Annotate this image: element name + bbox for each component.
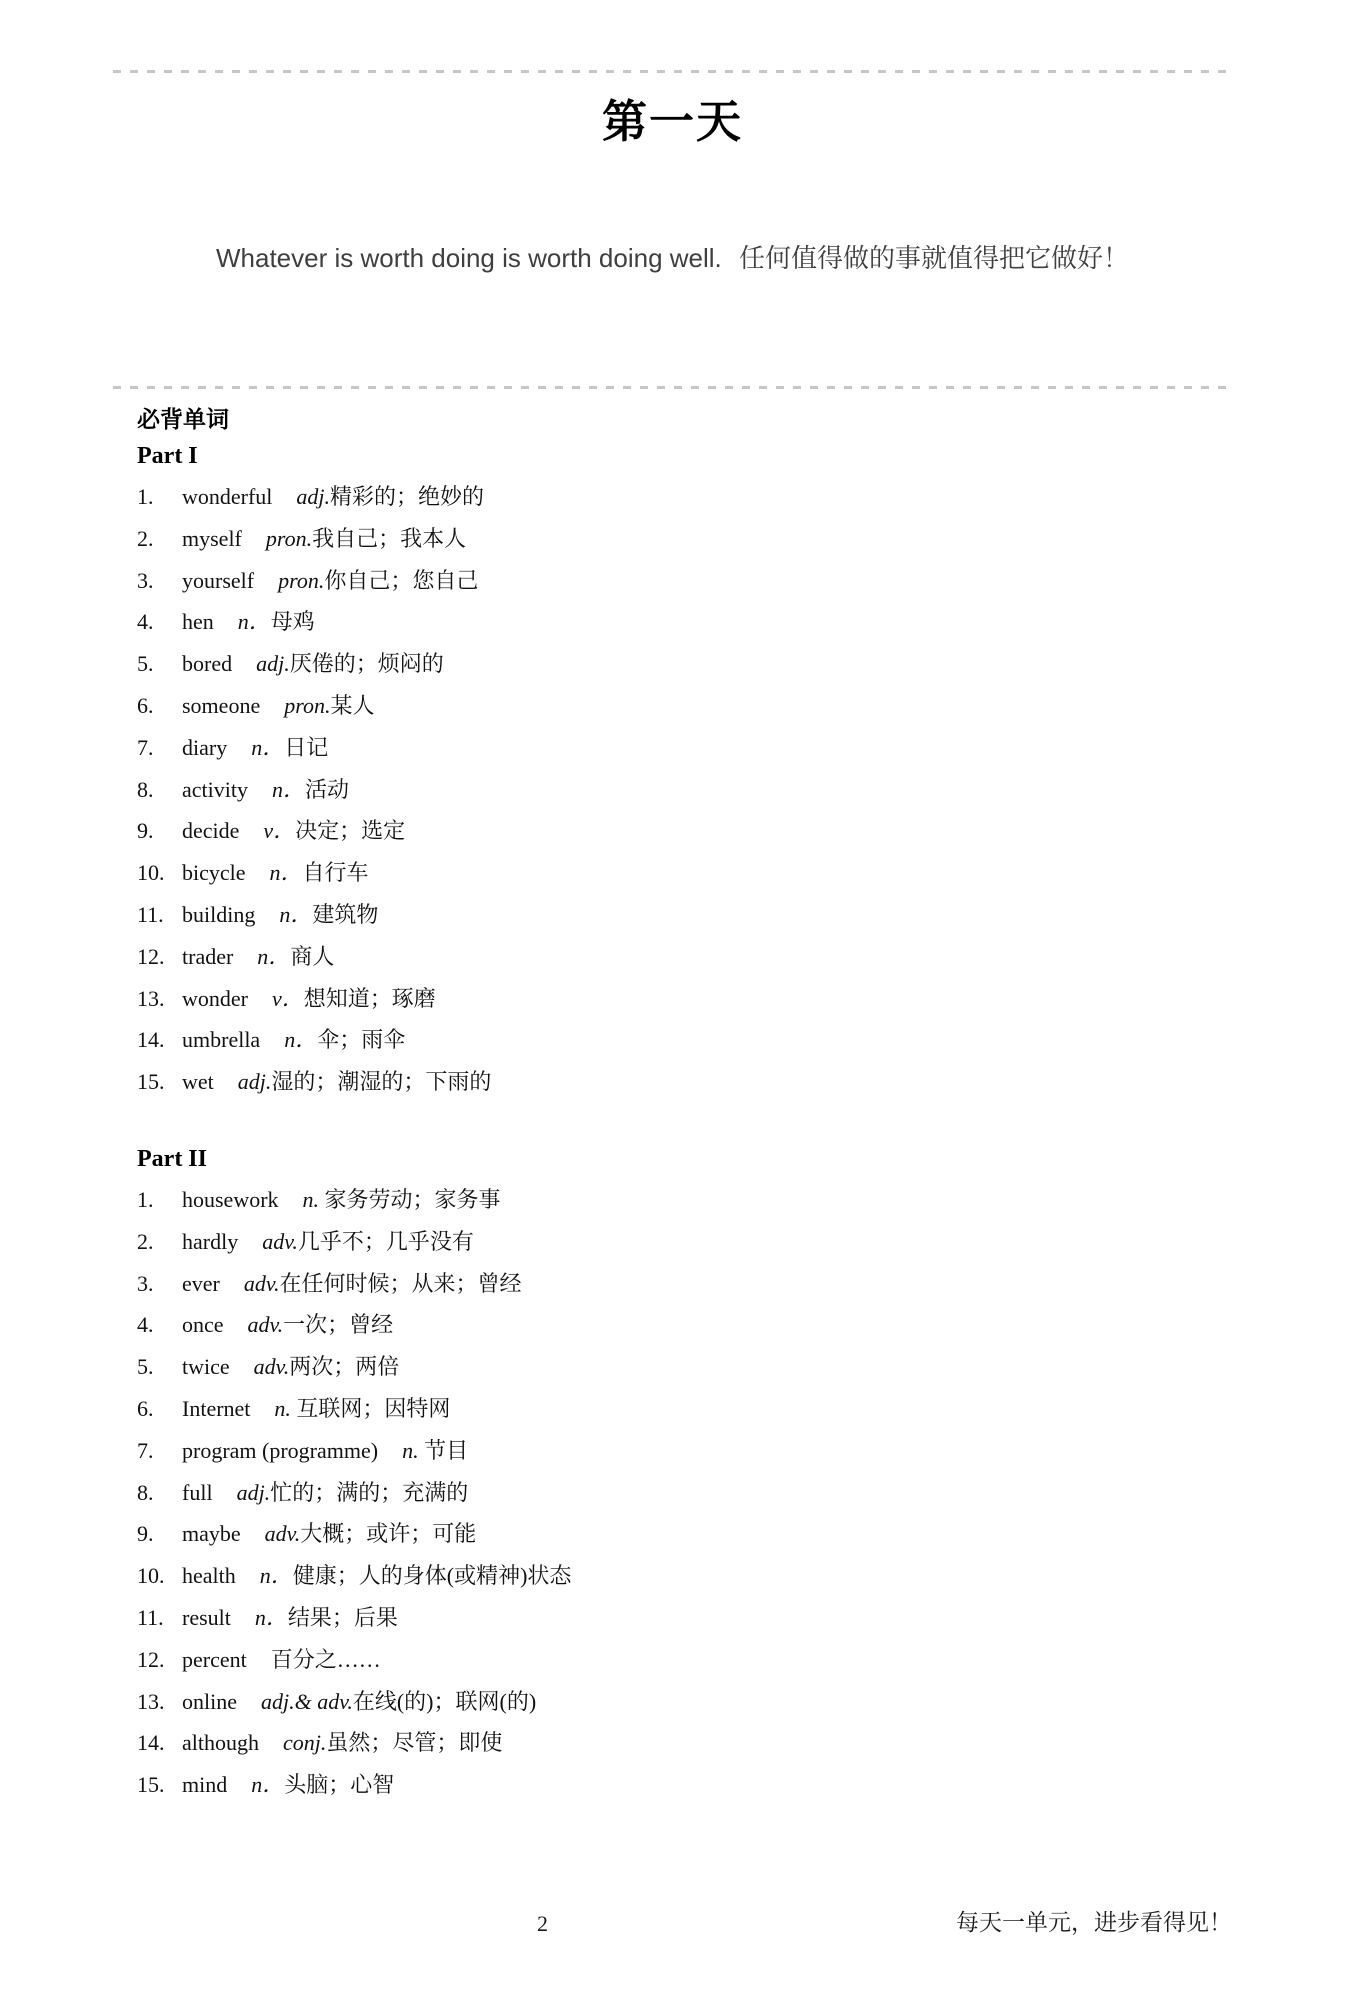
divider-dashed-middle [113, 386, 1232, 389]
word-item [137, 1764, 1237, 1806]
item-pos: n． [251, 734, 285, 760]
item-pos: adv. [262, 1228, 298, 1254]
word-item [137, 1430, 1237, 1472]
item-pos: pron. [284, 692, 331, 718]
item-number: 1. [137, 484, 154, 509]
item-pos: n． [259, 1563, 293, 1589]
item-pos: n． [251, 1772, 285, 1798]
item-definition: 家务劳动；家务事 [319, 1186, 501, 1212]
word-item [137, 1597, 1237, 1639]
word-item [137, 1681, 1237, 1723]
item-number: 10. [137, 1563, 165, 1589]
item-word: percent [182, 1646, 247, 1672]
item-pos: n． [269, 860, 303, 886]
item-pos: pron. [265, 525, 313, 551]
item-number: 5. [137, 1354, 154, 1380]
item-definition: 在任何时候；从来；曾经 [279, 1270, 522, 1296]
word-item [137, 1513, 1237, 1555]
item-word: although [182, 1730, 259, 1756]
item-number: 8. [137, 776, 154, 802]
item-number: 15. [137, 1772, 165, 1798]
word-item [137, 685, 1237, 727]
item-number: 15. [137, 1069, 165, 1095]
word-item [137, 894, 1237, 936]
item-definition: 结果；后果 [287, 1604, 398, 1630]
item-word: mind [182, 1772, 228, 1798]
item-definition: 母鸡 [270, 609, 315, 635]
word-item [137, 1346, 1237, 1388]
item-word: activity [182, 776, 248, 802]
item-definition: 两次；两倍 [289, 1354, 400, 1380]
item-pos: n． [271, 776, 305, 802]
item-definition: 厌倦的；烦闷的 [289, 651, 444, 677]
divider-dashed-top [113, 70, 1232, 73]
item-pos: adj. [256, 651, 290, 677]
item-word: ever [182, 1270, 220, 1296]
item-word: wonderful [182, 484, 273, 509]
item-definition: 你自己；您自己 [324, 567, 479, 593]
item-definition: 湿的；潮湿的；下雨的 [271, 1069, 492, 1095]
item-word: program (programme) [182, 1437, 379, 1463]
item-number: 11. [137, 901, 164, 927]
item-definition: 忙的；满的；充满的 [270, 1479, 469, 1505]
item-pos: v． [263, 818, 296, 844]
word-item [137, 643, 1237, 685]
item-definition: 在线(的)；联网(的) [352, 1688, 537, 1714]
item-number: 7. [137, 1437, 154, 1463]
item-pos: adj.& adv. [261, 1688, 353, 1714]
item-number: 3. [137, 1270, 154, 1296]
item-pos: adv. [243, 1270, 280, 1296]
item-number: 5. [137, 651, 154, 677]
motto-chinese: 任何值得做的事就值得把它做好！ [739, 243, 1130, 273]
item-word: maybe [182, 1521, 241, 1547]
word-item [137, 1388, 1237, 1430]
item-definition: 伞；雨伞 [317, 1027, 406, 1053]
word-list [137, 436, 1237, 1806]
item-pos: conj. [283, 1730, 327, 1756]
item-number: 12. [137, 943, 165, 969]
item-word: health [182, 1563, 236, 1589]
word-item [137, 852, 1237, 894]
item-pos: adj. [236, 1479, 271, 1505]
item-pos: adv. [264, 1521, 301, 1547]
word-item [137, 727, 1237, 769]
word-item [137, 810, 1237, 852]
word-part [137, 1139, 1237, 1806]
item-word: twice [182, 1354, 230, 1380]
item-pos: n． [254, 1604, 288, 1630]
item-number: 6. [137, 1395, 154, 1421]
item-definition: 精彩的；绝妙的 [330, 484, 485, 509]
item-definition: 我自己；我本人 [312, 525, 467, 551]
word-item [137, 1722, 1237, 1764]
section-title: 必背单词 [137, 406, 229, 432]
item-definition: 活动 [305, 776, 350, 802]
word-item [137, 560, 1237, 602]
item-word: hen [182, 609, 214, 635]
item-number: 14. [137, 1730, 165, 1756]
item-number: 1. [137, 1186, 154, 1212]
item-definition: 决定；选定 [295, 818, 406, 844]
item-definition: 建筑物 [312, 901, 379, 927]
vocabulary-section [137, 402, 1237, 1806]
item-pos: n． [257, 943, 291, 969]
word-item [137, 1061, 1237, 1103]
item-word: housework [182, 1186, 279, 1212]
item-definition: 百分之…… [270, 1646, 381, 1672]
item-pos: n． [237, 609, 271, 635]
word-item [137, 936, 1237, 978]
item-pos: n. [302, 1186, 320, 1212]
item-definition: 一次；曾经 [283, 1312, 394, 1338]
part-label: Part II [137, 1145, 207, 1172]
item-pos: n． [284, 1027, 318, 1053]
word-item [137, 769, 1237, 811]
word-item [137, 978, 1237, 1020]
item-word: yourself [182, 567, 255, 593]
item-number: 9. [137, 1521, 154, 1547]
item-word: hardly [182, 1228, 239, 1254]
word-item [137, 476, 1237, 518]
item-definition: 虽然；尽管；即使 [326, 1730, 503, 1756]
part-label: Part I [137, 443, 198, 469]
item-number: 3. [137, 567, 154, 593]
item-number: 7. [137, 734, 154, 760]
item-pos: adv. [253, 1354, 290, 1380]
motto-english: Whatever is worth doing is worth doing well. [215, 243, 722, 273]
item-pos: n. [402, 1437, 419, 1463]
item-pos: v． [271, 985, 304, 1011]
item-word: trader [182, 943, 234, 969]
item-number: 10. [137, 860, 165, 886]
item-number: 2. [137, 525, 154, 551]
item-word: myself [182, 525, 242, 551]
item-word: full [182, 1479, 213, 1505]
item-definition: 节目 [418, 1437, 469, 1463]
item-number: 9. [137, 818, 154, 844]
word-item [137, 1555, 1237, 1597]
word-item [137, 1019, 1237, 1061]
item-definition: 自行车 [302, 860, 369, 886]
item-word: diary [182, 734, 228, 760]
page-number: 2 [537, 1911, 548, 1936]
item-number: 13. [137, 1688, 165, 1714]
item-number: 8. [137, 1479, 154, 1505]
item-definition: 头脑；心智 [284, 1772, 395, 1798]
item-word: someone [182, 692, 261, 718]
item-word: Internet [182, 1395, 251, 1421]
footer-slogan: 每天一单元，进步看得见！ [956, 1910, 1232, 1935]
page-title: 第一天 [601, 96, 743, 147]
item-number: 14. [137, 1027, 165, 1053]
item-definition: 互联网；因特网 [290, 1395, 451, 1421]
item-word: wet [182, 1069, 214, 1095]
item-pos: adv. [247, 1312, 284, 1338]
item-number: 12. [137, 1646, 165, 1672]
item-word: online [182, 1688, 237, 1714]
item-word: building [182, 901, 256, 927]
word-item [137, 518, 1237, 560]
item-number: 13. [137, 985, 165, 1011]
word-item [137, 1179, 1237, 1221]
word-item [137, 1639, 1237, 1681]
item-definition: 几乎不；几乎没有 [297, 1228, 474, 1254]
item-definition: 想知道；琢磨 [303, 985, 436, 1011]
item-word: decide [182, 818, 240, 844]
item-number: 2. [137, 1228, 154, 1254]
item-word: wonder [182, 985, 248, 1011]
part-items [137, 1179, 1237, 1806]
item-word: umbrella [182, 1027, 261, 1053]
word-item [137, 1304, 1237, 1346]
item-definition: 大概；或许；可能 [300, 1521, 477, 1547]
item-word: once [182, 1312, 224, 1338]
item-pos: n. [274, 1395, 291, 1421]
part-items [137, 476, 1237, 1103]
item-number: 11. [137, 1604, 164, 1630]
item-number: 4. [137, 1312, 154, 1338]
item-pos: pron. [278, 567, 325, 593]
item-definition: 健康；人的身体(或精神)状态 [292, 1563, 572, 1589]
word-part [137, 436, 1237, 1103]
word-item [137, 1263, 1237, 1305]
item-word: bored [182, 651, 233, 677]
item-word: result [182, 1604, 231, 1630]
item-definition: 商人 [290, 943, 335, 969]
item-pos: adj. [296, 484, 331, 509]
item-number: 4. [137, 609, 154, 635]
item-definition: 日记 [284, 734, 329, 760]
item-pos: adj. [237, 1069, 272, 1095]
motto-line [0, 240, 1345, 276]
word-item [137, 1472, 1237, 1514]
item-word: bicycle [182, 860, 246, 886]
item-number: 6. [137, 692, 154, 718]
word-item [137, 1221, 1237, 1263]
word-item [137, 601, 1237, 643]
item-pos: n． [279, 901, 313, 927]
item-definition: 某人 [330, 692, 375, 718]
